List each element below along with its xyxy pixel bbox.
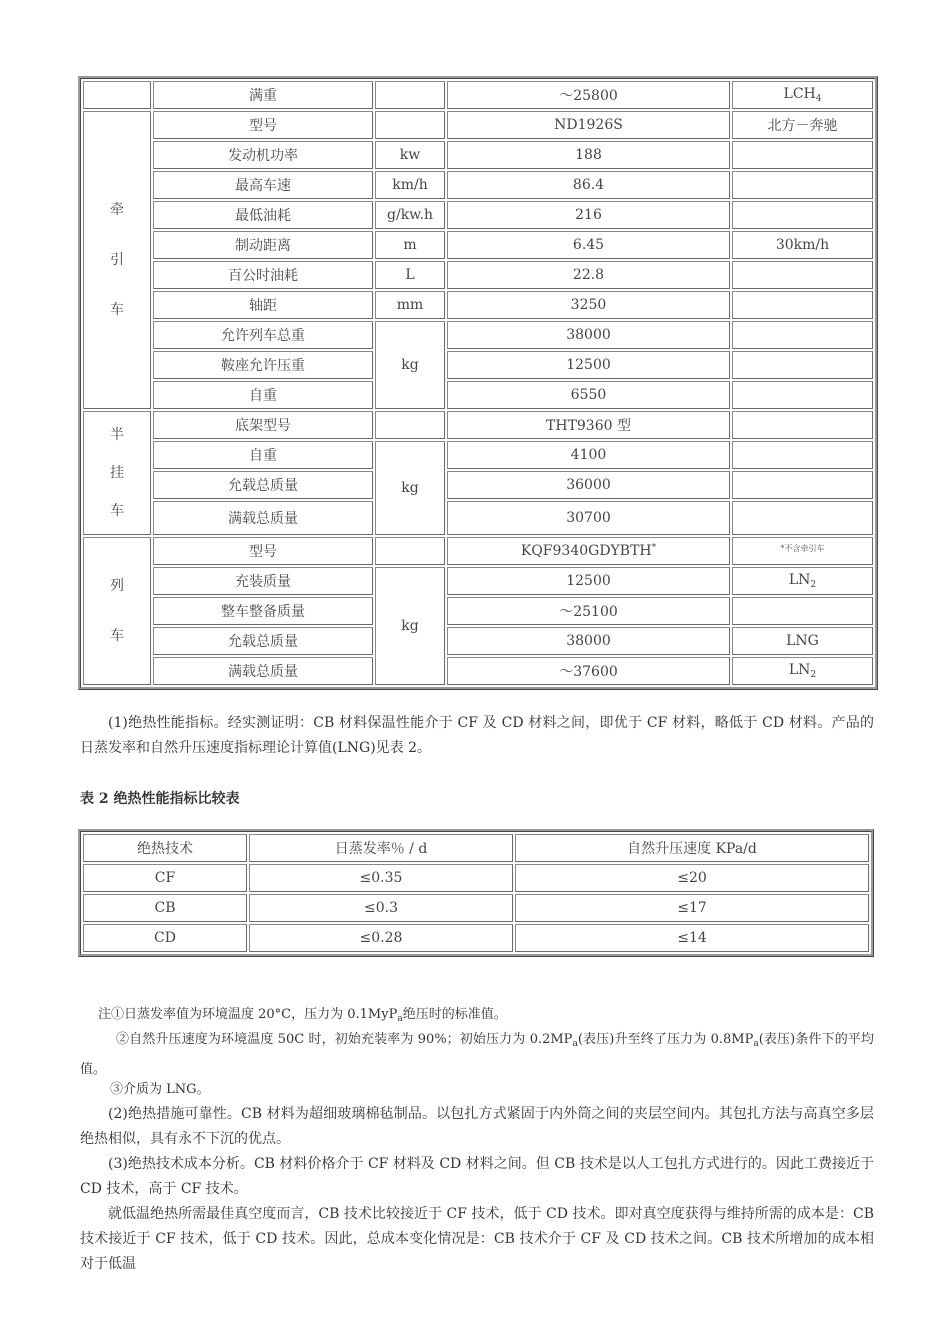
table-row: 列 车 型号 KQF9340GDYBTH* $^{*不含牵引车}$ bbox=[83, 537, 873, 565]
table-row: 最低油耗 g/kw.h 216 bbox=[83, 201, 873, 229]
table-row bbox=[83, 81, 873, 109]
table-row: 制动距离 m 6.45 30km/h bbox=[83, 231, 873, 259]
paragraph-cost-analysis: (3)绝热技术成本分析。CB 材料价格介于 CF 材料及 CD 材料之间。但 CB 技术是以人工包扎方式进行的。因此工费接近于 CD 技术，高于 CF 技术。 bbox=[80, 1156, 874, 1197]
table-row: 发动机功率 kw 188 bbox=[83, 141, 873, 169]
table-row: 允载总质量 36000 bbox=[83, 471, 873, 499]
table-row: 鞍座允许压重 12500 bbox=[83, 351, 873, 379]
table-row: 满载总质量 30700 bbox=[83, 501, 873, 535]
group-label-train: 列 车 bbox=[83, 537, 151, 685]
table-row: 允载总质量 38000 LNG bbox=[83, 627, 873, 655]
table-row: 轴距 mm 3250 bbox=[83, 291, 873, 319]
item-cell: 满重 bbox=[153, 81, 373, 109]
note-2: ②自然升压速度为环境温度 50C 时，初始充装率为 90%；初始压力为 $0.2MP_a$(表压)升至终了压力为 $0.8MP_a$(表压)条件下的平均值。 bbox=[80, 1032, 874, 1077]
vehicle-spec-table bbox=[78, 76, 878, 690]
paragraph-reliability: (2)绝热措施可靠性。CB 材料为超细玻璃棉毡制品。以包扎方式紧固于内外筒之间的夹层空间内。其包扎方法与高真空多层绝热相似，具有永不下沉的优点。 bbox=[80, 1106, 874, 1147]
unit-cell bbox=[375, 81, 445, 109]
table-row: 整车整备质量 ～25100 bbox=[83, 597, 873, 625]
table-row: 满载总质量 ～37600 $LN_2$ bbox=[83, 657, 873, 685]
table-row: CB ≤0.3 ≤17 bbox=[83, 894, 869, 922]
table-row: 自重 6550 bbox=[83, 381, 873, 409]
note-1: 注①日蒸发率值为环境温度 20°C，压力为 0.1MyP$_a$绝压时的标准值。 bbox=[98, 1007, 507, 1024]
table-row: 充装质量 kg 12500 $LN_2$ bbox=[83, 567, 873, 595]
group-label-tractor: 牵 引 车 bbox=[83, 111, 151, 409]
paragraph-insulation-performance: (1)绝热性能指标。经实测证明：CB 材料保温性能介于 CF 及 CD 材料之间，即优于 CF 材料，略低于 CD 材料。产品的日蒸发率和自然升压速度指标理论计算值(LNG)见表 2。 bbox=[80, 715, 874, 756]
table2-caption: 表 2 绝热性能指标比较表 bbox=[80, 791, 240, 807]
value-cell: ～25800 bbox=[447, 81, 730, 109]
table-row: 自重 kg 4100 bbox=[83, 441, 873, 469]
paragraph-vacuum-cost: 就低温绝热所需最佳真空度而言，CB 技术比较接近于 CF 技术，低于 CD 技术。即对真空度获得与维持所需的成本是：CB 技术接近于 CF 技术，低于 CD 技术。因此，总成本变化情况是：CB 技术介于 CF 及 CD 技术之间。CB 技术所增加的成本相对于低温 bbox=[80, 1206, 874, 1272]
table-row: 允许列车总重 kg 38000 bbox=[83, 321, 873, 349]
group-cell bbox=[83, 81, 151, 109]
insulation-comparison-table bbox=[78, 829, 874, 957]
note-cell: $LCH_4$ bbox=[732, 81, 873, 109]
group-label-semitrailer: 半 挂 车 bbox=[83, 411, 151, 535]
table-header-row: 绝热技术 日蒸发率％ / d 自然升压速度 KPa/d bbox=[83, 834, 869, 862]
table-row: 百公时油耗 L 22.8 bbox=[83, 261, 873, 289]
table-row: CF ≤0.35 ≤20 bbox=[83, 864, 869, 892]
table-row: CD ≤0.28 ≤14 bbox=[83, 924, 869, 952]
table-row: 最高车速 km/h 86.4 bbox=[83, 171, 873, 199]
table-row: 半 挂 车 底架型号 THT9360 型 bbox=[83, 411, 873, 439]
note-3: ③介质为 LNG。 bbox=[110, 1082, 210, 1097]
table-row: 牵 引 车 型号 ND1926S 北方－奔驰 bbox=[83, 111, 873, 139]
